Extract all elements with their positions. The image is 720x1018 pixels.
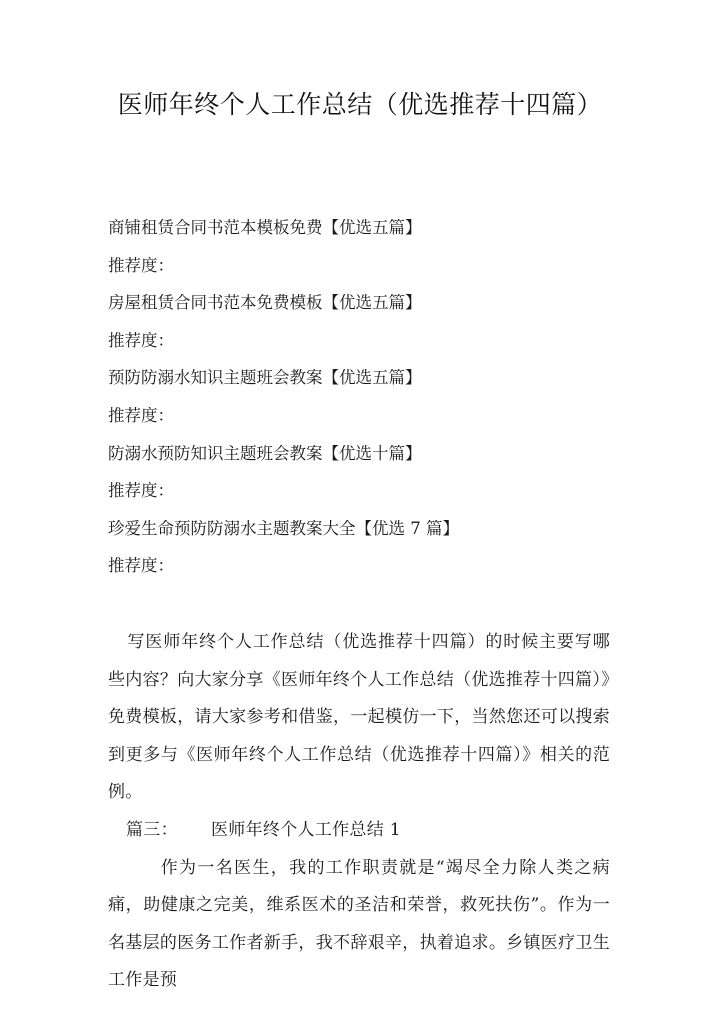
document-body xyxy=(108,624,610,1000)
recommendation-title[interactable]: 预防防溺水知识主题班会教案【优选五篇】 xyxy=(108,368,422,388)
recommendation-rating-label: 推荐度： xyxy=(108,330,174,350)
recommendation-title[interactable]: 房屋租赁合同书范本免费模板【优选五篇】 xyxy=(108,293,422,313)
recommendation-list xyxy=(108,213,628,589)
section-title: 医师年终个人工作总结 1 xyxy=(211,819,401,840)
section-heading xyxy=(108,812,610,850)
recommendation-rating-label: 推荐度： xyxy=(108,481,174,501)
recommendation-title[interactable]: 商铺租赁合同书范本模板免费【优选五篇】 xyxy=(108,218,422,237)
recommendation-rating-label: 推荐度： xyxy=(108,255,174,275)
document-title: 医师年终个人工作总结（优选推荐十四篇） xyxy=(117,90,603,119)
recommendation-title[interactable]: 珍爱生命预防防溺水主题教案大全【优选 7 篇】 xyxy=(108,518,459,538)
section-label: 篇三： xyxy=(126,819,178,840)
recommendation-rating-label: 推荐度： xyxy=(108,556,174,576)
recommendation-rating-label: 推荐度： xyxy=(108,405,174,425)
recommendation-title[interactable]: 防溺水预防知识主题班会教案【优选十篇】 xyxy=(108,443,422,463)
intro-paragraph: 写医师年终个人工作总结（优选推荐十四篇）的时候主要写哪些内容？向大家分享《医师年终个人工作总结（优选推荐十四篇）》免费模板，请大家参考和借鉴，一起模仿一下，当然您还可以搜索到更多与《医师年终个人工作总结（优选推荐十四篇）》相关的范例。 xyxy=(108,632,610,803)
body-paragraph: 作为一名医生，我的工作职责就是“竭尽全力除人类之病痛，助健康之完美，维系医术的圣洁和荣誉，救死扶伤”。作为一名基层的医务工作者新手，我不辞艰辛，执着追求。乡镇医疗卫生工作是预 xyxy=(108,857,610,991)
